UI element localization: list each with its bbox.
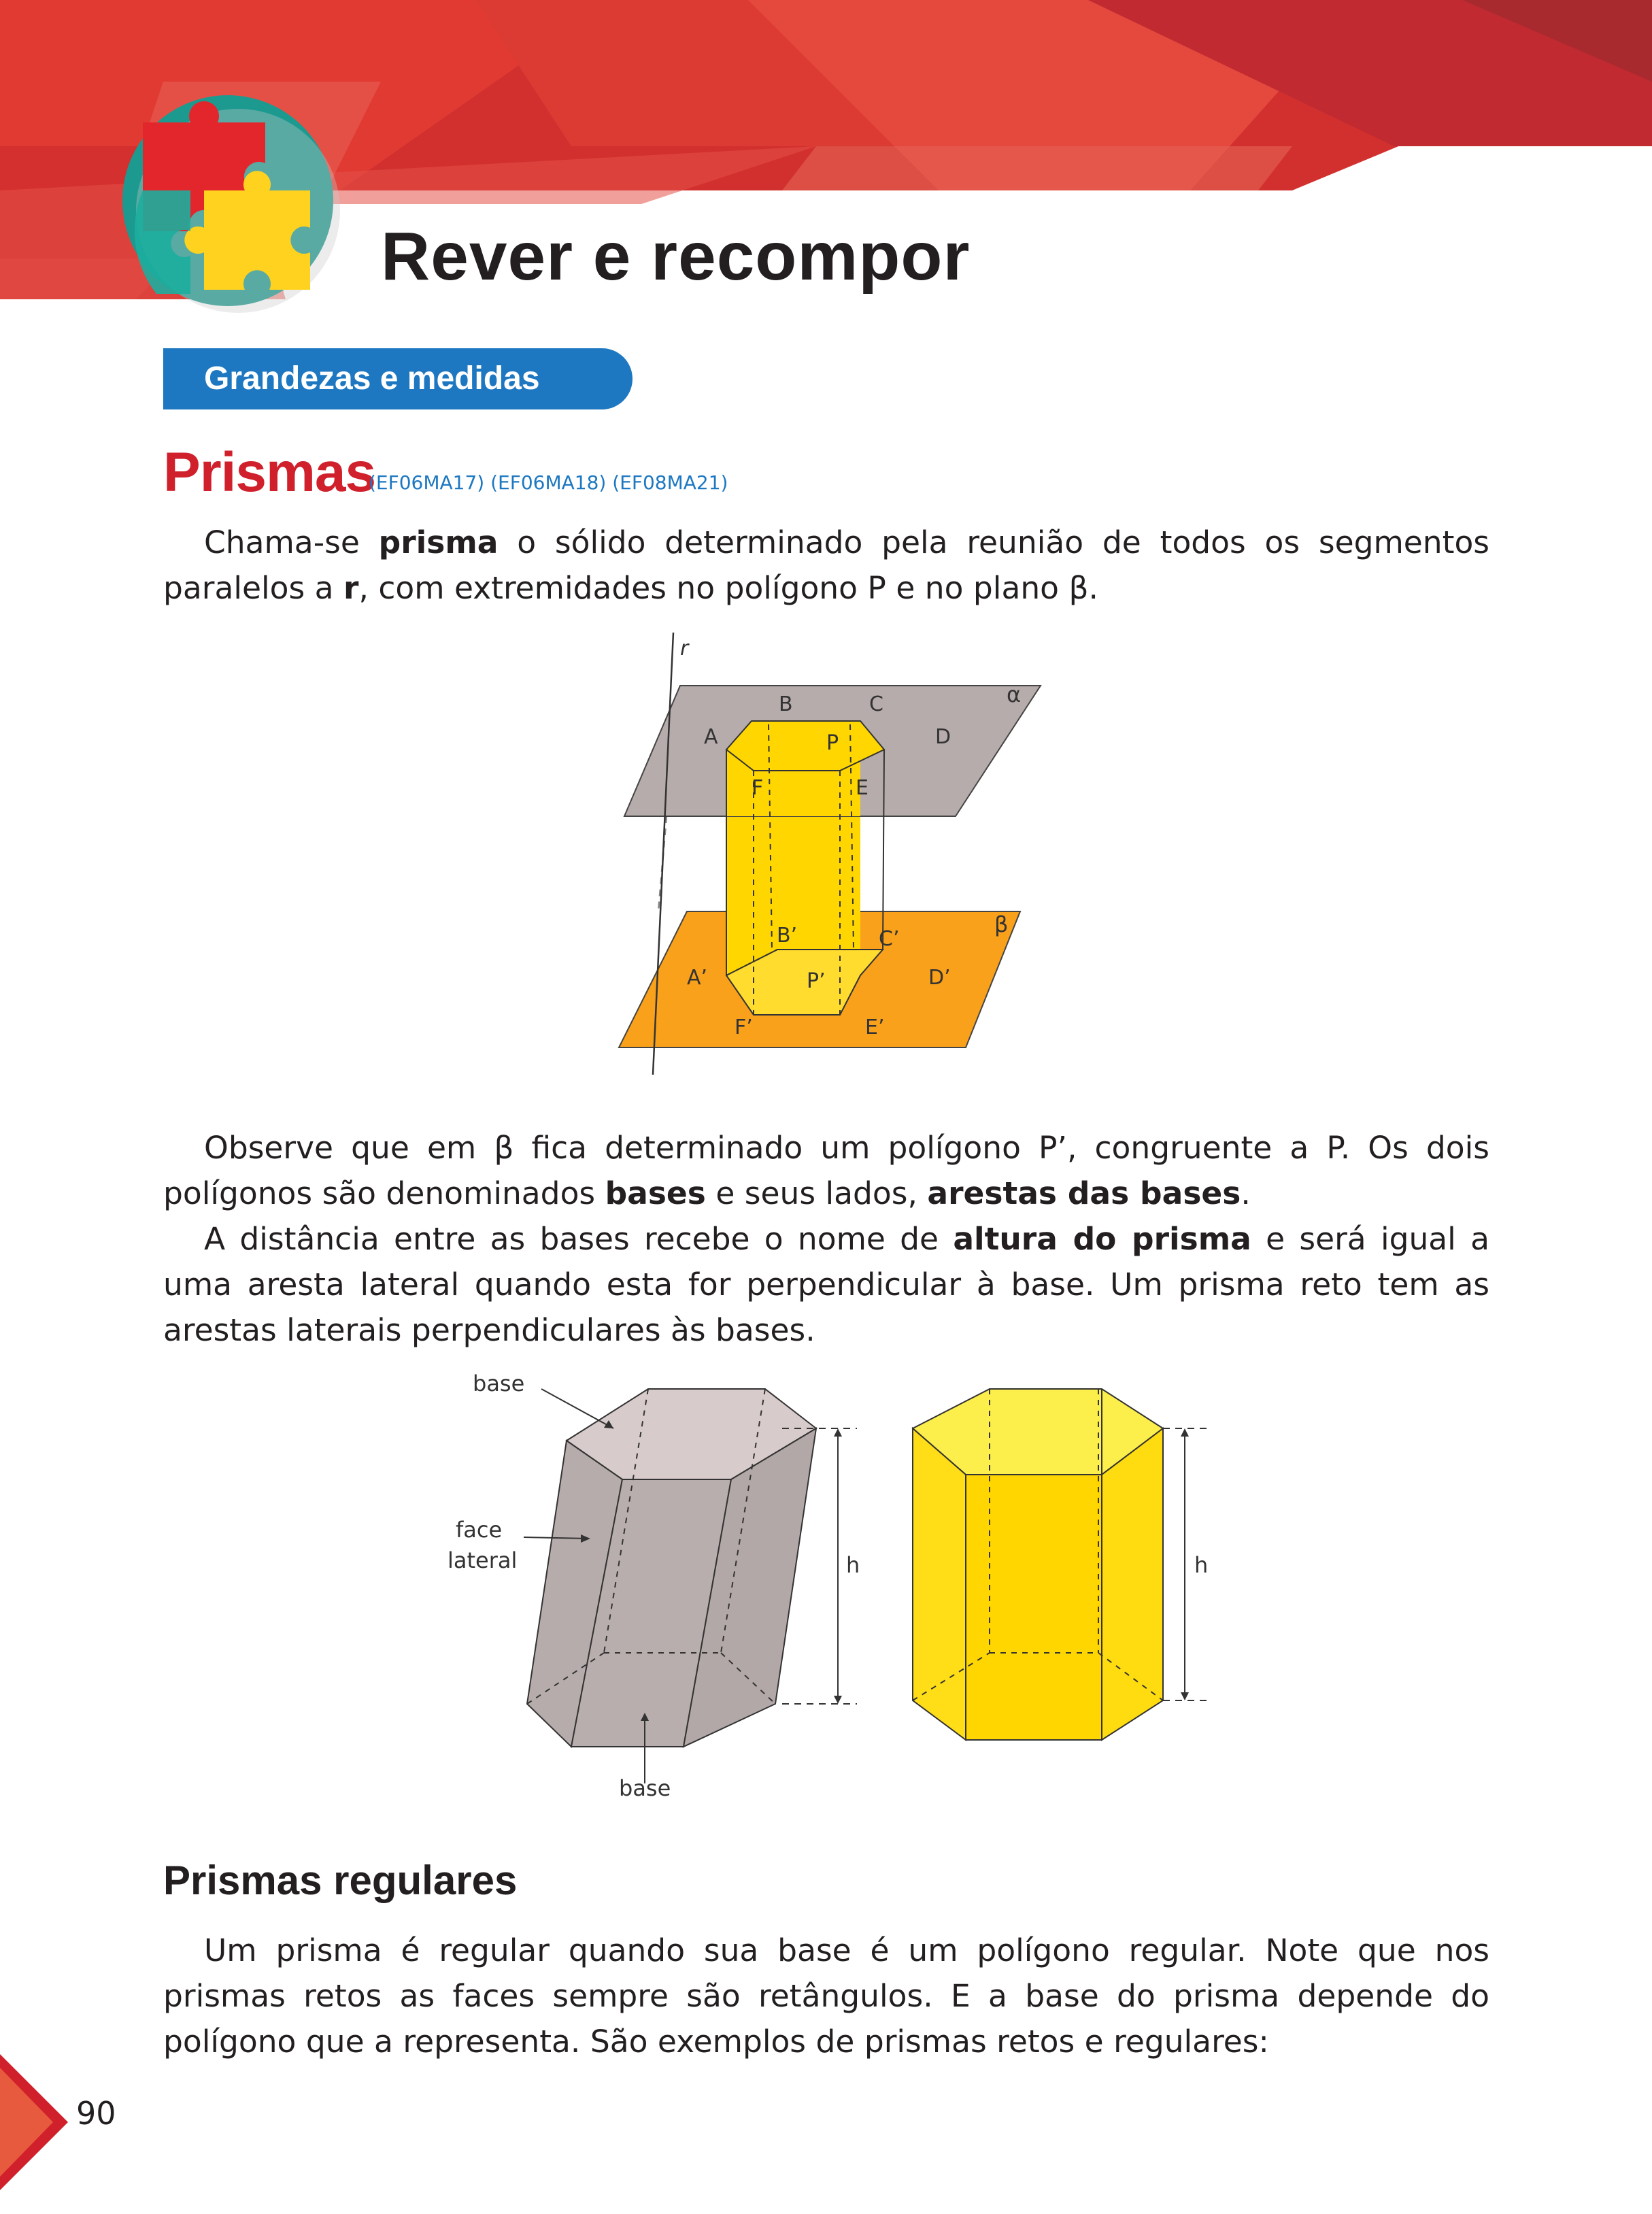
prism-comparison-figure bbox=[422, 1360, 1238, 1823]
label-F: F bbox=[752, 776, 764, 800]
label-base-top: base bbox=[473, 1371, 525, 1396]
label-B-prime: B’ bbox=[777, 924, 798, 947]
page-corner-marker bbox=[0, 2054, 75, 2190]
page-number: 90 bbox=[76, 2095, 116, 2132]
paragraph-prisma-definition: Chama-se prisma o sólido determinado pela reunião de todos os segmentos paralelos a r, com extremidades no polígono P e no plano β. bbox=[163, 524, 1489, 606]
label-P: P bbox=[826, 731, 839, 755]
label-A-prime: A’ bbox=[687, 966, 708, 990]
label-C-prime: C’ bbox=[879, 927, 900, 951]
puzzle-icon bbox=[102, 75, 374, 320]
paragraph-bases: Observe que em β fica determinado um polígono P’, congruente a P. Os dois polígonos são denominados bases e seus lados, arestas das bases. bbox=[163, 1130, 1489, 1211]
oblique-prism bbox=[527, 1389, 816, 1747]
paragraph-altura: A distância entre as bases recebe o nome de altura do prisma e será igual a uma aresta lateral quando esta for perpendicular à base. Um prisma reto tem as arestas laterais perpendiculares às bases. bbox=[163, 1221, 1489, 1348]
label-B: B bbox=[779, 692, 793, 716]
label-face-1: face bbox=[456, 1517, 503, 1543]
label-r: r bbox=[680, 637, 689, 660]
label-h-right: h bbox=[1194, 1552, 1209, 1578]
label-E-prime: E’ bbox=[865, 1016, 885, 1039]
label-face-2: lateral bbox=[448, 1547, 518, 1573]
label-C: C bbox=[869, 692, 883, 716]
label-base-bottom: base bbox=[619, 1775, 671, 1801]
label-D-prime: D’ bbox=[928, 966, 951, 990]
skill-codes: (EF06MA17) (EF06MA18) (EF08MA21) bbox=[369, 471, 728, 494]
page-title: Rever e recompor bbox=[381, 218, 971, 295]
label-A: A bbox=[704, 725, 718, 749]
paragraph-regulares: Um prisma é regular quando sua base é um polígono regular. Note que nos prismas retos as faces sempre são retângulos. E a base do prisma depende do polígono que a representa. São exemplos de prismas retos e regulares: bbox=[163, 1932, 1489, 2060]
label-E: E bbox=[856, 776, 869, 800]
right-prism bbox=[913, 1389, 1163, 1740]
label-F-prime: F’ bbox=[735, 1016, 753, 1039]
label-beta: β bbox=[994, 911, 1009, 937]
label-h-left: h bbox=[846, 1552, 860, 1578]
label-alpha: α bbox=[1007, 682, 1022, 707]
heading-prismas-regulares: Prismas regulares bbox=[163, 1858, 518, 1903]
label-P-prime: P’ bbox=[807, 969, 826, 993]
section-tag: Grandezas e medidas bbox=[163, 348, 633, 409]
heading-prismas: Prismas bbox=[163, 441, 376, 503]
label-D: D bbox=[935, 725, 951, 749]
prism-planes-figure bbox=[599, 633, 1047, 1081]
